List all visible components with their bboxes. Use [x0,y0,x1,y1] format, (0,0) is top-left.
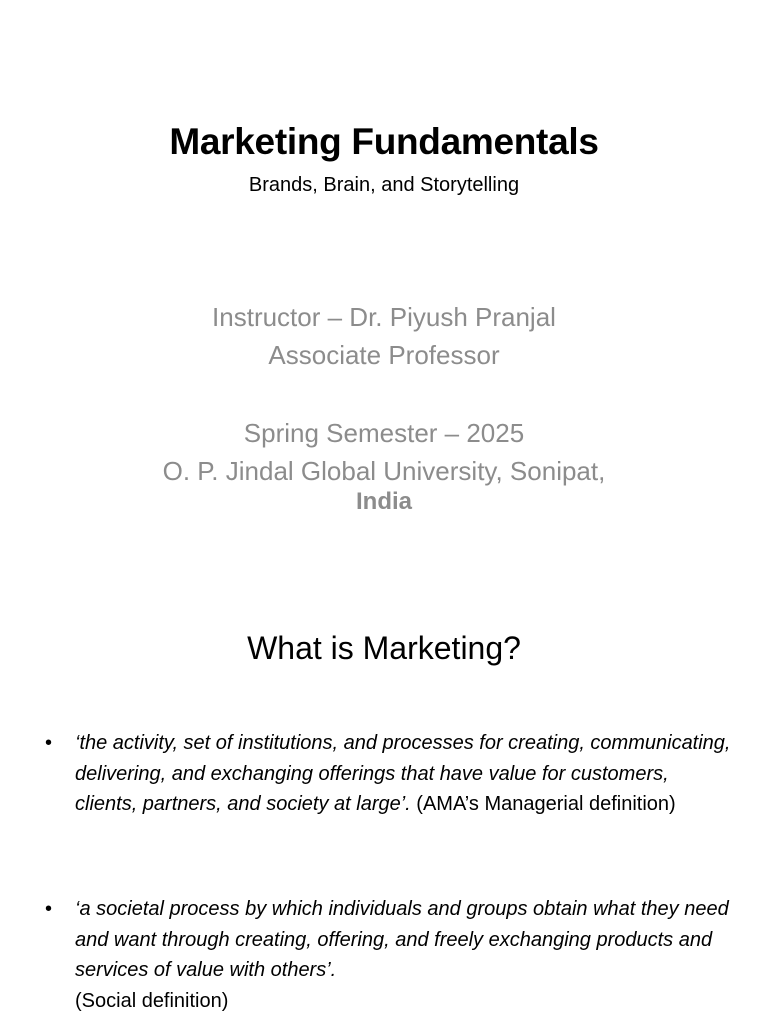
bullet-icon: • [45,732,53,754]
list-item [45,728,735,820]
bullet-text [75,728,735,820]
instructor-position: Associate Professor [268,340,500,370]
instructor-name: Instructor – Dr. Piyush Pranjal [212,302,556,332]
university-name: O. P. Jindal Global University, Sonipat, [162,456,606,486]
definition-quote: ‘the activity, set of institutions, and processes for creating, communicating, delivering, and exchanging offerings that have value for customers, clients, partners, and society at large’. [75,732,731,815]
slide-heading: What is Marketing? [247,630,521,666]
content-slide [0,576,768,1024]
slide-subtitle: Brands, Brain, and Storytelling [248,174,520,196]
list-item [45,894,735,1016]
definition-quote: ‘a societal process by which individuals and groups obtain what they need and want through creating, offering, and freely exchanging products and services of value with others’. [75,898,729,981]
bullet-icon: • [45,898,53,920]
country-name: India [355,488,412,515]
semester-label: Spring Semester – 2025 [243,418,525,448]
bullet-text [75,894,735,1016]
definition-source: (AMA’s Managerial definition) [410,793,676,815]
slide-title: Marketing Fundamentals [169,121,599,162]
definition-source: (Social definition) [75,989,229,1012]
